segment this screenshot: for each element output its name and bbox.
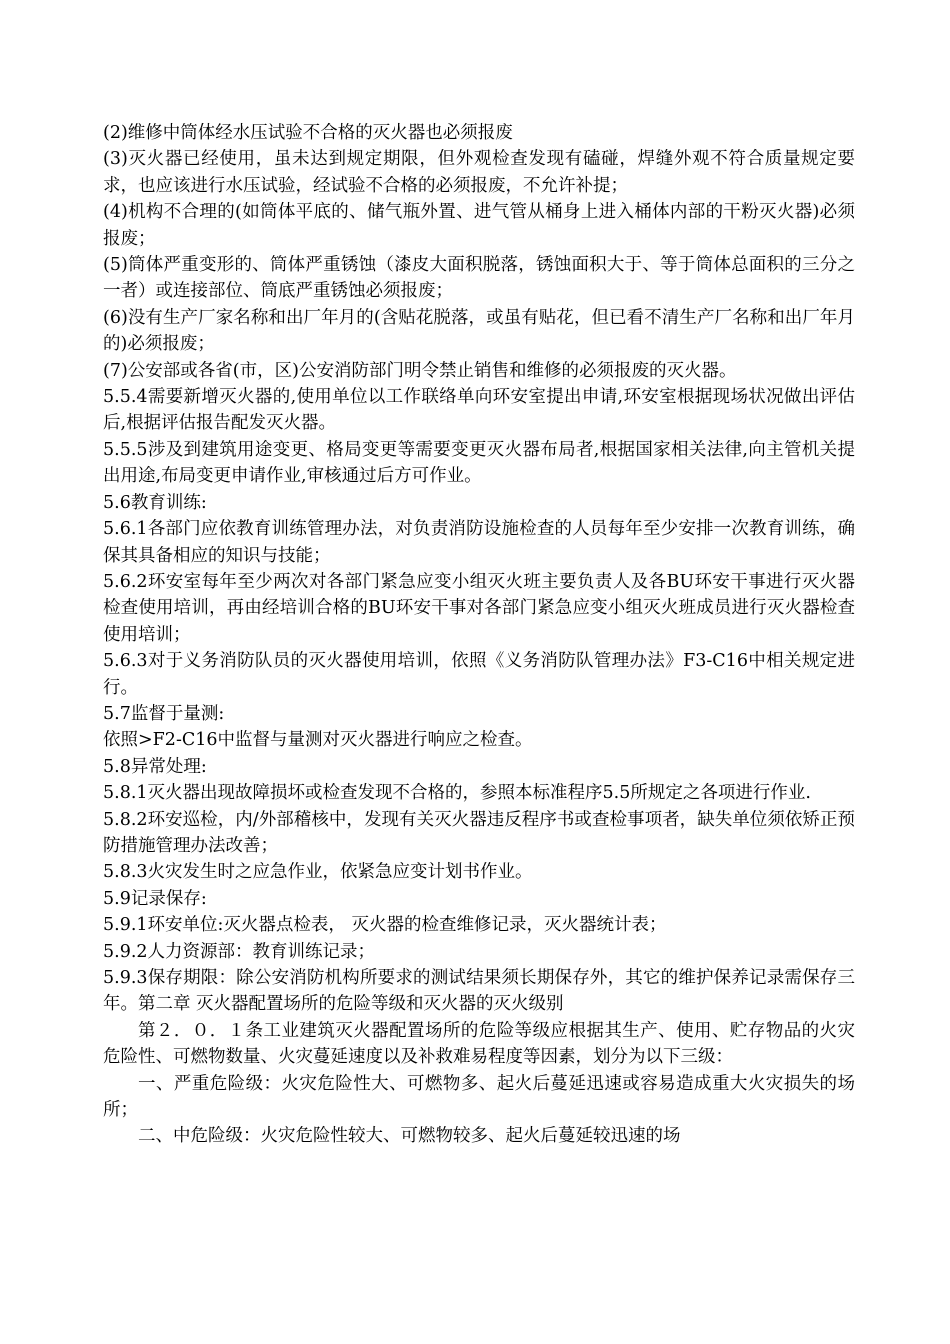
paragraph: 一、严重危险级：火灾危险性大、可燃物多、起火后蔓延迅速或容易造成重大火灾损失的场所； <box>103 1073 855 1121</box>
paragraph: (2)维修中筒体经水压试验不合格的灭火器也必须报废 <box>103 123 513 143</box>
paragraph: (7)公安部或各省(市，区)公安消防部门明令禁止销售和维修的必须报废的灭火器。 <box>103 360 737 381</box>
paragraph: (6)没有生产厂家名称和出厂年月的(含贴花脱落，或虽有贴花，但已看不清生产厂名称和出厂年月的)必须报废； <box>103 307 855 355</box>
paragraph: (5)筒体严重变形的、筒体严重锈蚀（漆皮大面积脱落，锈蚀面积大于、等于筒体总面积的三分之一者）或连接部位、筒底严重锈蚀必须报废； <box>103 255 855 302</box>
paragraph: 5.9记录保存: <box>103 888 207 909</box>
paragraph: 5.8异常处理: <box>103 756 207 777</box>
paragraph: 5.6.1各部门应依教育训练管理办法，对负责消防设施检查的人员每年至少安排一次教育训练，确保其具备相应的知识与技能； <box>103 519 855 566</box>
paragraph: 5.8.1灭火器出现故障损坏或检查发现不合格的，参照本标准程序5.5所规定之各项进行作业. <box>103 783 811 804</box>
paragraph: 5.8.3火灾发生时之应急作业，依紧急应变计划书作业。 <box>103 862 533 883</box>
paragraph: 5.5.5涉及到建筑用途变更、格局变更等需要变更灭火器布局者,根据国家相关法律,向主管机关提出用途,布局变更申请作业,审核通过后方可作业。 <box>103 439 855 487</box>
paragraph: 二、中危险级：火灾危险性较大、可燃物较多、起火后蔓延较迅速的场 <box>138 1126 681 1147</box>
paragraph: 依照>F2-C16中监督与量测对灭火器进行响应之检查。 <box>103 730 533 751</box>
paragraph: (4)机构不合理的(如筒体平底的、储气瓶外置、进气管从桶身上进入桶体内部的干粉灭火器)必须报废； <box>103 202 855 249</box>
paragraph: 5.6.2环安室每年至少两次对各部门紧急应变小组灭火班主要负责人及各BU环安干事进行灭火器检查使用培训，再由经培训合格的BU环安干事对各部门紧急应变小组灭火班成员进行灭火器检查使用培训； <box>103 571 855 645</box>
document-body <box>103 120 855 1150</box>
paragraph: 第２．０．１条工业建筑灭火器配置场所的危险等级应根据其生产、使用、贮存物品的火灾危险性、可燃物数量、火灾蔓延速度以及补救难易程度等因素，划分为以下三级： <box>103 1020 855 1068</box>
paragraph: 5.9.2人力资源部：教育训练记录； <box>103 941 376 962</box>
paragraph: 5.9.1环安单位:灭火器点检表， 灭火器的检查维修记录，灭火器统计表； <box>103 915 667 936</box>
paragraph: 5.8.2环安巡检，内/外部稽核中，发现有关灭火器违反程序书或查检事项者，缺失单位须依矫正预防措施管理办法改善； <box>103 809 855 856</box>
paragraph: (3)灭火器已经使用，虽未达到规定期限，但外观检查发现有磕碰，焊缝外观不符合质量规定要求，也应该进行水压试验，经试验不合格的必须报废，不允许补提； <box>103 149 855 196</box>
paragraph: 5.9.3保存期限：除公安消防机构所要求的测试结果须长期保存外，其它的维护保养记录需保存三年。第二章 灭火器配置场所的危险等级和灭火器的灭火级别 <box>103 968 855 1015</box>
paragraph: 5.5.4需要新增灭火器的,使用单位以工作联络单向环安室提出申请,环安室根据现场状况做出评估后,根据评估报告配发灭火器。 <box>103 387 855 434</box>
paragraph: 5.6.3对于义务消防队员的灭火器使用培训，依照《义务消防队管理办法》F3-C16中相关规定进行。 <box>103 651 855 698</box>
paragraph: 5.6教育训练: <box>103 492 207 513</box>
paragraph: 5.7监督于量测: <box>103 703 225 724</box>
